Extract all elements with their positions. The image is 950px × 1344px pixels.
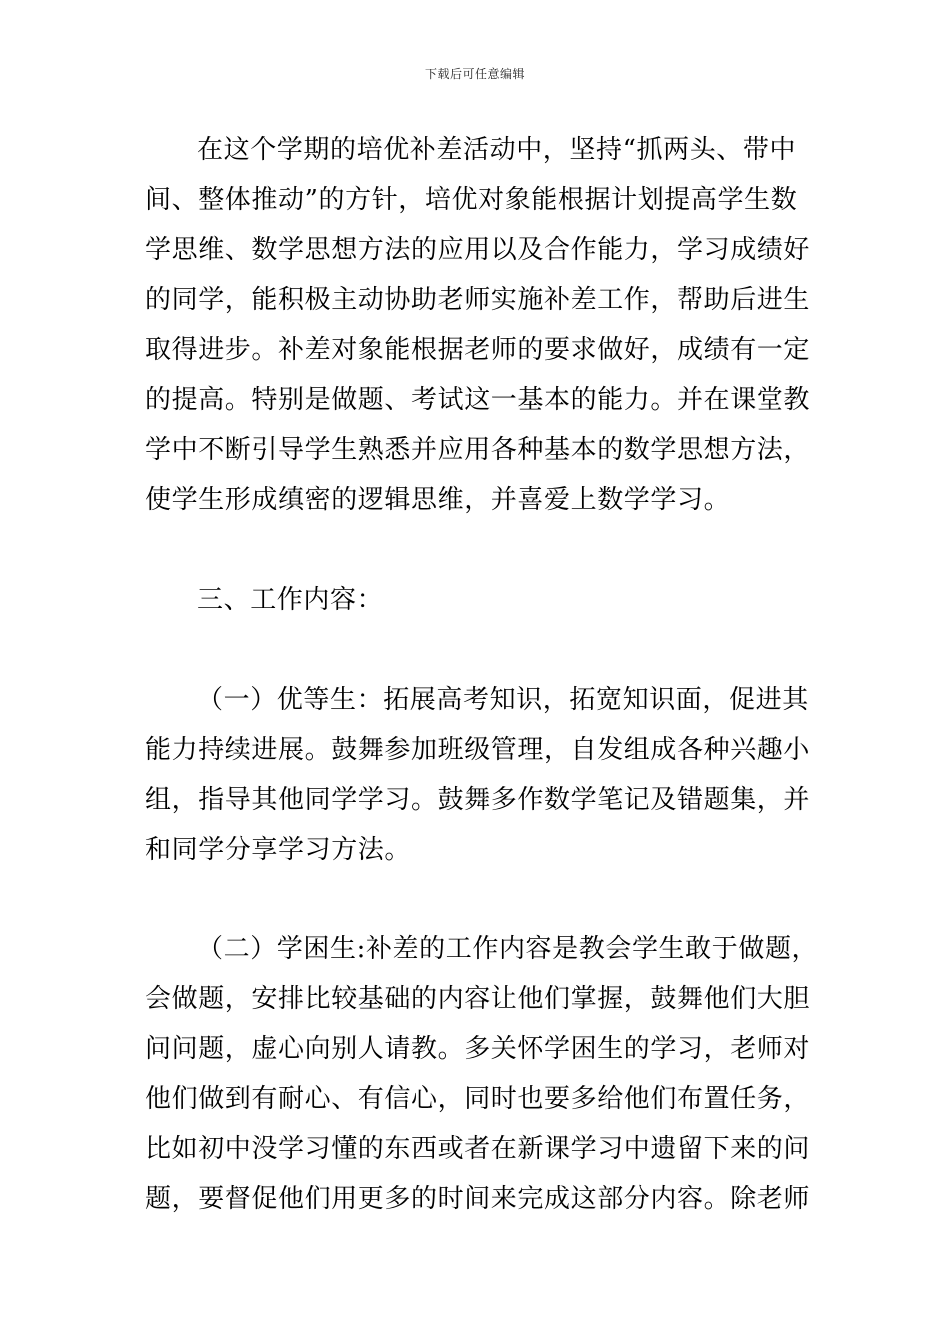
paragraph-1-line-4: 的同学，能积极主动协助老师实施补差工作，帮助后进生 bbox=[145, 285, 811, 315]
paragraph-3-line-1: （二）学困生:补差的工作内容是教会学生敢于做题， bbox=[197, 934, 819, 964]
paragraph-1-line-2: 间、整体推动”的方针，培优对象能根据计划提高学生数 bbox=[145, 185, 798, 215]
paragraph-1-line-8: 使学生形成缜密的逻辑思维，并喜爱上数学学习。 bbox=[145, 485, 731, 515]
paragraph-2-line-1: （一）优等生：拓展高考知识，拓宽知识面，促进其 bbox=[197, 685, 809, 715]
paragraph-3-line-3: 问问题，虚心向别人请教。多关怀学困生的学习，老师对 bbox=[145, 1034, 811, 1064]
paragraph-2-line-2: 能力持续进展。鼓舞参加班级管理，自发组成各种兴趣小 bbox=[145, 735, 811, 765]
paragraph-1-line-7: 学中不断引导学生熟悉并应用各种基本的数学思想方法， bbox=[145, 435, 811, 465]
paragraph-2-line-4: 和同学分享学习方法。 bbox=[145, 835, 412, 865]
paragraph-3-line-5: 比如初中没学习懂的东西或者在新课学习中遗留下来的问 bbox=[145, 1134, 811, 1164]
paragraph-1-line-5: 取得进步。补差对象能根据老师的要求做好，成绩有一定 bbox=[145, 335, 811, 365]
section-heading: 三、工作内容： bbox=[197, 585, 384, 615]
paragraph-2-line-3: 组，指导其他同学学习。鼓舞多作数学笔记及错题集，并 bbox=[145, 785, 811, 815]
paragraph-1-line-3: 学思维、数学思想方法的应用以及合作能力，学习成绩好 bbox=[145, 235, 811, 265]
paragraph-3-line-4: 他们做到有耐心、有信心，同时也要多给他们布置任务， bbox=[145, 1084, 811, 1114]
paragraph-3-line-2: 会做题，安排比较基础的内容让他们掌握，鼓舞他们大胆 bbox=[145, 984, 811, 1014]
paragraph-1-line-1: 在这个学期的培优补差活动中，坚持“抓两头、带中 bbox=[197, 135, 797, 165]
page-header: 下载后可任意编辑 bbox=[424, 67, 525, 81]
paragraph-1-line-6: 的提高。特别是做题、考试这一基本的能力。并在课堂教 bbox=[145, 385, 811, 415]
paragraph-3-line-6: 题，要督促他们用更多的时间来完成这部分内容。除老师 bbox=[145, 1184, 811, 1214]
